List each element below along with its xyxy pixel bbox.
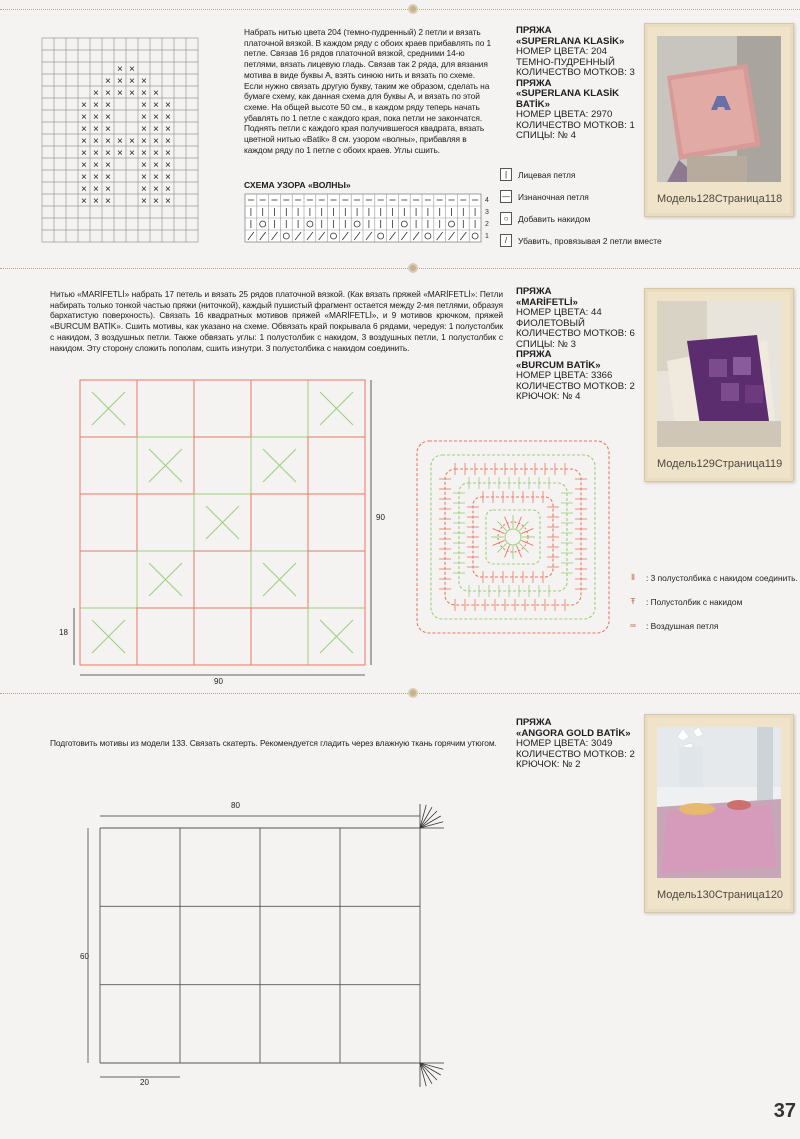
chart-x-mark: × [129, 76, 135, 87]
yarn-line: КРЮЧОК: № 4 [516, 391, 581, 402]
knit-stitch-icon: | [500, 168, 512, 181]
chart-x-mark: × [81, 136, 87, 147]
model130-photo [657, 727, 781, 878]
section-divider [0, 693, 800, 694]
chart-x-mark: × [117, 64, 123, 75]
legend-text: Изнаночная петля [518, 191, 589, 202]
yarn-lines [516, 298, 641, 403]
legend-text: Лицевая петля [518, 169, 576, 180]
blanket-motif [80, 551, 137, 608]
yarn-line: НОМЕР ЦВЕТА: 3366 [516, 370, 613, 381]
tablecloth-width-label: 80 [231, 801, 240, 810]
yarn-line: КОЛИЧЕСТВО МОТКОВ: 1 [516, 119, 635, 131]
model128-yarn [516, 26, 641, 142]
blanket-motif [137, 608, 194, 665]
half-double-crochet-icon: Ŧ [630, 597, 636, 606]
motif-stitch [519, 521, 528, 530]
blanket-motif [80, 494, 137, 551]
blanket-height-label: 90 [376, 513, 385, 522]
page-number: 37 [773, 1100, 796, 1122]
chart-x-mark: × [165, 148, 171, 159]
chart-x-mark: × [165, 160, 171, 171]
legend-text: Добавить накидом [518, 213, 591, 224]
blanket-motif [251, 608, 308, 665]
chart-x-mark: × [81, 112, 87, 123]
chart-x-mark: × [141, 100, 147, 111]
chart-x-mark: × [81, 172, 87, 183]
chart-x-mark: × [93, 184, 99, 195]
row-number: 1 [485, 233, 489, 240]
row-number: 3 [485, 209, 489, 216]
page-reference: Страница119 [714, 458, 783, 470]
motif-stitch [519, 543, 528, 552]
chart-x-mark: × [105, 184, 111, 195]
yarn-line: «BURCUM BATİK» [516, 359, 601, 371]
motif-stitch [505, 545, 510, 557]
model129-instructions: Нитью «MARİFETLİ» набрать 17 петель и вязать 25 рядов платочной вязкой. (Как вязать пряжей «MARİFETLİ»: Петли набирать только тонкой частью пряжи (ниточкой), каждый пушистый фрагмент остается между 2-мя петлями, образуя бархатистую поверхность). Связать 16 квадратных мотивов пряжей «MARİFETLİ», и 9 мотивов крючком, пряжей «BURCUM BATİK». Сшить мотивы, как указано на схеме. Обвязать край покрывала 6 рядами, чередуя: 1 полустолбик с накидом, 3 воздушных петли. Также обвязать углы: 1 полустолбик с накидом, 3 воздушных петли, 1 полустолбик с накидом. Эту сторону сложить пополам, сшить изнутри. 3 полустолбика с накидом соединить. [50, 289, 503, 353]
chart-x-mark: × [105, 172, 111, 183]
page-reference: Страница118 [714, 193, 783, 205]
yarn-line: КОЛИЧЕСТВО МОТКОВ: 2 [516, 748, 635, 760]
motif-stitch [516, 545, 521, 557]
blanket-motif [194, 608, 251, 665]
yarn-lines [516, 729, 641, 771]
yarn-line: КРЮЧОК: № 2 [516, 759, 581, 770]
yarn-line: НОМЕР ЦВЕТА: 44 [516, 307, 602, 318]
chart-x-mark: × [93, 172, 99, 183]
motif-size-label: 18 [59, 628, 68, 637]
chart-x-mark: × [117, 136, 123, 147]
model129-photo [657, 301, 781, 447]
model128-photo [657, 36, 781, 182]
motif-stitch [493, 540, 505, 545]
chain-stitch-icon: ∞ [630, 621, 636, 630]
yarn-heading: ПРЯЖА [516, 286, 552, 297]
chart-x-mark: × [105, 196, 111, 207]
three-dc-join-icon: ⦀ [631, 573, 635, 582]
top-divider [0, 9, 800, 10]
model130-caption [645, 884, 793, 906]
chart-x-mark: × [93, 196, 99, 207]
chart-x-mark: × [117, 88, 123, 99]
blanket-motif [308, 494, 365, 551]
tablecloth-height-label: 60 [80, 952, 89, 961]
chart-x-mark: × [81, 100, 87, 111]
yarn-over-icon: ○ [500, 212, 512, 225]
motif-stitch [497, 521, 506, 530]
chart-x-mark: × [93, 100, 99, 111]
chart-x-mark: × [153, 88, 159, 99]
chart-x-mark: × [93, 124, 99, 135]
chart-x-mark: × [93, 112, 99, 123]
chart-x-mark: × [153, 196, 159, 207]
motif-stitch [516, 517, 521, 529]
blanket-motif [308, 437, 365, 494]
chart-x-mark: × [153, 124, 159, 135]
motif-round [417, 441, 609, 633]
row-number: 2 [485, 221, 489, 228]
model129-yarn [516, 287, 641, 403]
chart-x-mark: × [105, 76, 111, 87]
yarn-line: КОЛИЧЕСТВО МОТКОВ: 6 [516, 328, 635, 339]
chart-x-mark: × [153, 148, 159, 159]
blanket-assembly-diagram [55, 370, 395, 690]
chart-x-mark: × [93, 148, 99, 159]
chart-x-mark: × [153, 112, 159, 123]
legend-text: : 3 полустолбика с накидом соединить. [646, 572, 798, 583]
chart-x-mark: × [105, 124, 111, 135]
legend-text: : Воздушная петля [646, 620, 719, 631]
blanket-width-label: 90 [214, 677, 223, 686]
blanket-motif [137, 380, 194, 437]
chart-x-mark: × [153, 136, 159, 147]
yarn-line: «SUPERLANA KLASİK» [516, 35, 625, 47]
model130-instructions: Подготовить мотивы из модели 133. Связать скатерть. Рекомендуется гладить через влажную ткань горячим утюгом. [50, 738, 497, 748]
chart-x-mark: × [117, 76, 123, 87]
divider-ornament-icon [408, 4, 418, 14]
chart-x-mark: × [141, 112, 147, 123]
legend-text: Убавить, провязывая 2 петли вместе [518, 235, 662, 246]
model128-instructions: Набрать нитью цвета 204 (темно-пудренный) 2 петли и вязать платочной вязкой. В каждом ряду с обоих краев прибавлять по 1 петле. Связав 16 рядов платочной вязкой, средними 14-ю петлями, вязать лицевую гладь. Связав так 2 ряда, для вязания мотива в виде буквы А, взять синюю нить и вязать по схеме. Если нужно связать другую букву, таким же образом, сделать на бумаге схему, как данная схема для буквы А, и вязать по этой схеме. На общей высоте 50 см., в каждом ряду теперь начать убавлять по 1 петле с каждого края, пока петли не закончатся. Поднять петли с каждого края получившегося квадрата, вязать цветной нитью «Batik» 8 см. узором «волны», прибавляя в каждом ряду по 1 петле с обоих краев. Углы сшить. [244, 27, 492, 155]
purl-stitch-icon: — [502, 192, 510, 201]
chart-x-mark: × [165, 184, 171, 195]
crochet-motif-chart [408, 432, 618, 647]
yarn-line: «SUPERLANA KLASİK BATİK» [516, 88, 620, 110]
chart-x-mark: × [165, 136, 171, 147]
blanket-motif [80, 437, 137, 494]
letter-a-chart [40, 36, 240, 246]
motif-stitch [493, 529, 505, 534]
legend-row [626, 596, 798, 607]
chart-x-mark: × [165, 196, 171, 207]
yarn-line: КОЛИЧЕСТВО МОТКОВ: 2 [516, 380, 635, 392]
chart-x-mark: × [141, 148, 147, 159]
chart-x-mark: × [81, 124, 87, 135]
legend-row [626, 620, 798, 631]
page-reference: Страница120 [714, 889, 784, 901]
yarn-line: СПИЦЫ: № 4 [516, 130, 576, 141]
blanket-motif [137, 494, 194, 551]
chart-x-mark: × [141, 196, 147, 207]
chart-x-mark: × [81, 148, 87, 159]
yarn-line: ПРЯЖА [516, 77, 552, 89]
model129-caption [645, 453, 793, 475]
yarn-line: ФИОЛЕТОВЫЙ [516, 317, 585, 329]
model-number: Модель129 [657, 458, 715, 470]
crochet-legend [626, 572, 798, 644]
legend-row [500, 234, 680, 247]
chart-x-mark: × [153, 184, 159, 195]
chart-x-mark: × [141, 136, 147, 147]
chart-x-mark: × [105, 88, 111, 99]
yarn-heading: ПРЯЖА [516, 717, 552, 728]
chart-x-mark: × [165, 124, 171, 135]
model130-card [644, 714, 794, 913]
motif-width-label: 20 [140, 1078, 149, 1087]
yarn-line: ПРЯЖА [516, 349, 552, 360]
chart-x-mark: × [93, 160, 99, 171]
chart-x-mark: × [81, 160, 87, 171]
chart-x-mark: × [141, 172, 147, 183]
chart-x-mark: × [165, 112, 171, 123]
motif-stitch [497, 543, 506, 552]
chart-x-mark: × [129, 136, 135, 147]
divider-ornament-icon [408, 263, 418, 273]
legend-text: : Полустолбик с накидом [646, 596, 743, 607]
yarn-heading: ПРЯЖА [516, 25, 552, 36]
model128-card [644, 23, 794, 217]
model129-card [644, 288, 794, 482]
motif-round [431, 455, 595, 619]
chart-x-mark: × [129, 64, 135, 75]
yarn-line: «ANGORA GOLD BATİK» [516, 727, 631, 739]
model128-caption [645, 188, 793, 210]
chart-x-mark: × [105, 160, 111, 171]
chart-x-mark: × [105, 136, 111, 147]
blanket-motif [194, 380, 251, 437]
blanket-motif [308, 551, 365, 608]
chart-x-mark: × [153, 160, 159, 171]
chart-x-mark: × [153, 100, 159, 111]
blanket-motif [194, 437, 251, 494]
wave-pattern-chart [244, 193, 494, 247]
chart-x-mark: × [129, 88, 135, 99]
chart-x-mark: × [105, 148, 111, 159]
motif-round [445, 469, 581, 605]
chart-x-mark: × [105, 100, 111, 111]
yarn-line: ТЕМНО-ПУДРЕННЫЙ [516, 56, 615, 68]
yarn-lines [516, 37, 641, 142]
yarn-line: НОМЕР ЦВЕТА: 3049 [516, 738, 613, 749]
blanket-motif [251, 494, 308, 551]
wave-chart-title: СХЕМА УЗОРА «ВОЛНЫ» [244, 180, 351, 190]
motif-center-ring [505, 529, 521, 545]
chart-x-mark: × [93, 136, 99, 147]
yarn-line: КОЛИЧЕСТВО МОТКОВ: 3 [516, 67, 635, 78]
blanket-motif [194, 551, 251, 608]
chart-x-mark: × [141, 88, 147, 99]
yarn-line: НОМЕР ЦВЕТА: 204 [516, 46, 608, 57]
chart-x-mark: × [141, 124, 147, 135]
chart-x-mark: × [165, 172, 171, 183]
chart-x-mark: × [141, 160, 147, 171]
k2tog-icon: / [500, 234, 512, 247]
model-number: Модель130 [657, 889, 715, 901]
legend-row [626, 572, 798, 583]
tablecloth-diagram [70, 790, 470, 1110]
chart-x-mark: × [105, 112, 111, 123]
chart-x-mark: × [117, 148, 123, 159]
yarn-line: НОМЕР ЦВЕТА: 2970 [516, 109, 613, 120]
chart-x-mark: × [129, 148, 135, 159]
chart-x-mark: × [165, 100, 171, 111]
chart-x-mark: × [81, 184, 87, 195]
blanket-motif [251, 380, 308, 437]
section-divider [0, 268, 800, 269]
chart-x-mark: × [153, 172, 159, 183]
yarn-line: «MARİFETLİ» [516, 296, 578, 308]
yarn-line: СПИЦЫ: № 3 [516, 338, 576, 350]
chart-x-mark: × [141, 76, 147, 87]
chart-x-mark: × [93, 88, 99, 99]
divider-ornament-icon [408, 688, 418, 698]
chart-x-mark: × [141, 184, 147, 195]
model130-yarn [516, 718, 641, 771]
chart-x-mark: × [81, 196, 87, 207]
model-number: Модель128 [657, 193, 715, 205]
motif-round [473, 497, 553, 577]
row-number: 4 [485, 197, 489, 204]
